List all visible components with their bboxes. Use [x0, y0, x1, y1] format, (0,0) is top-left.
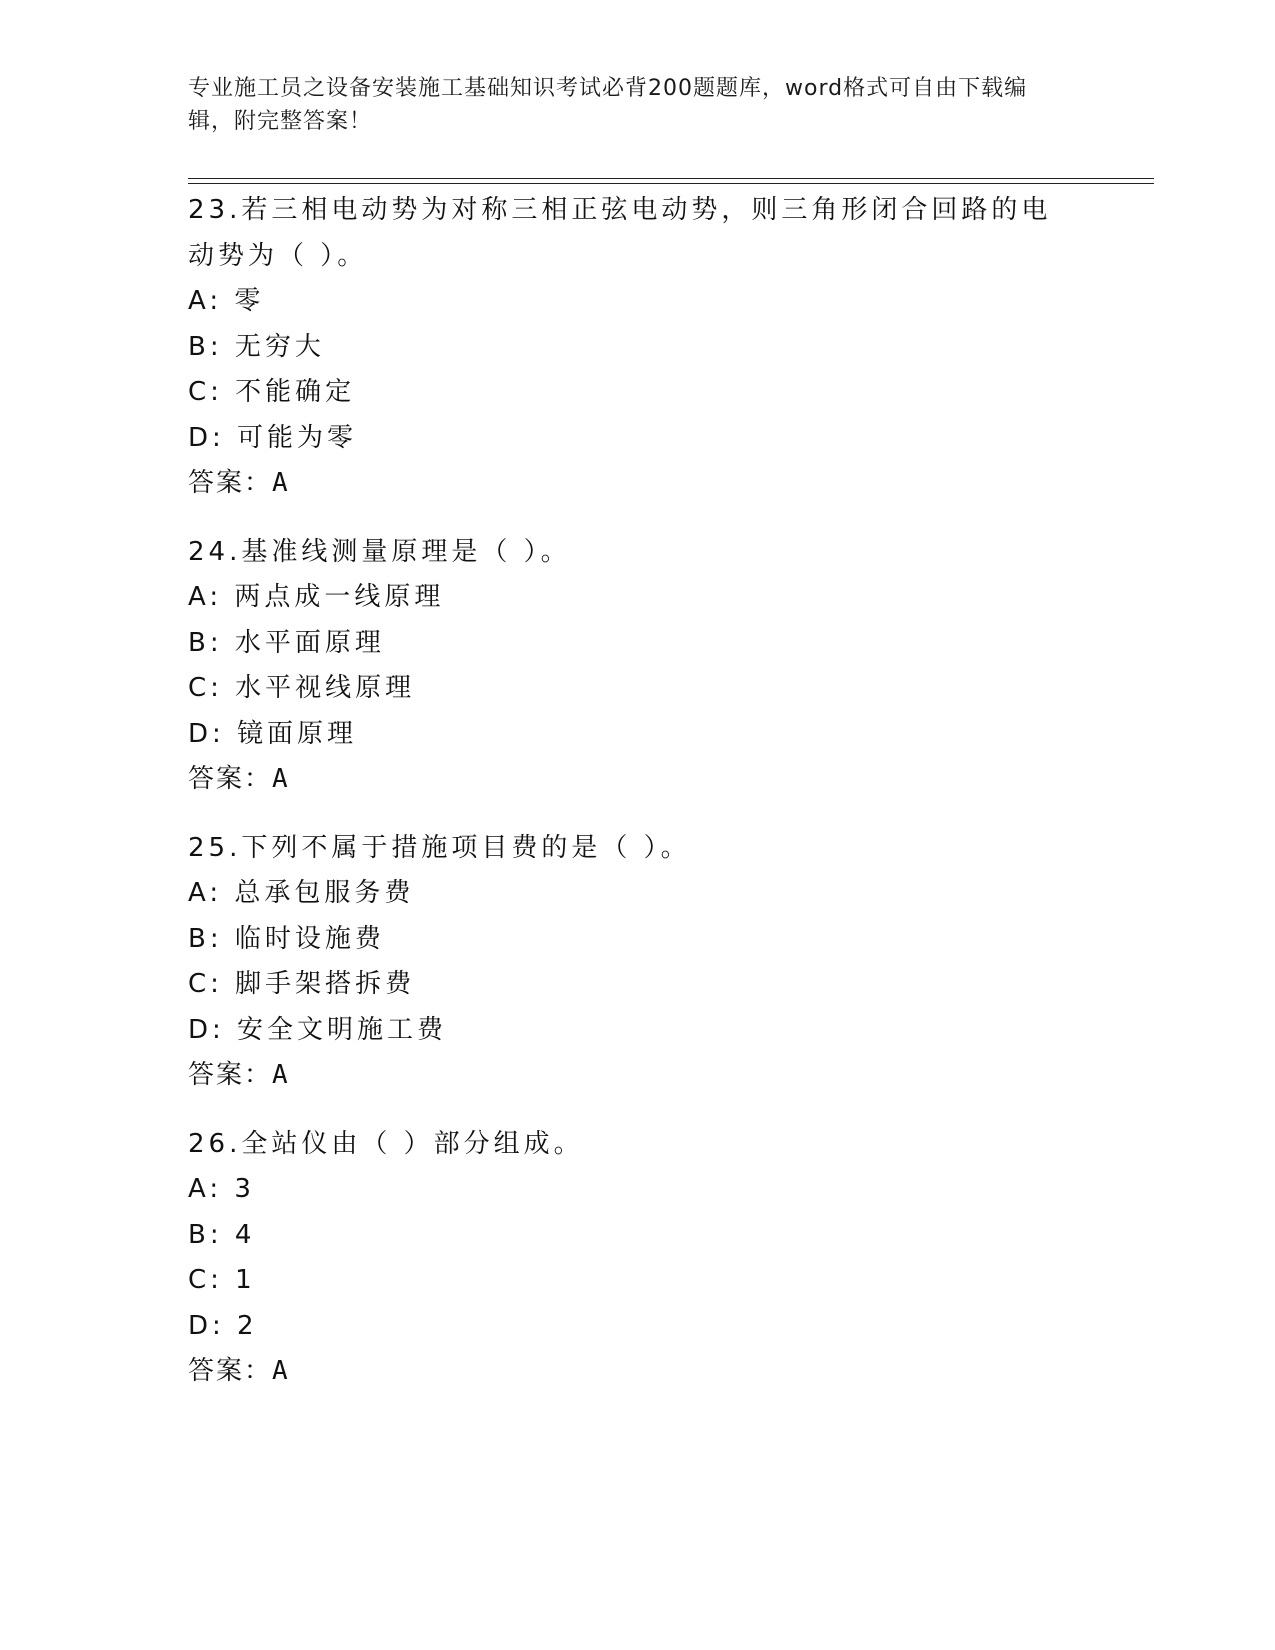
document-header: 专业施工员之设备安装施工基础知识考试必背200题题库，word格式可自由下载编辑，附完整答案！ [188, 76, 1028, 134]
option-c: C: 1 [188, 1265, 256, 1295]
question-23 [188, 188, 1088, 507]
option-d: D: 镜面原理 [188, 718, 358, 749]
option-a: A: 3 [188, 1174, 255, 1204]
answer-label: 答案： [188, 468, 273, 498]
option-b: B: 临时设施费 [188, 923, 385, 954]
answer-label: 答案： [188, 764, 273, 794]
answer-label: 答案： [188, 1356, 273, 1386]
header-divider-top [188, 178, 1154, 179]
option-d: D: 2 [188, 1310, 258, 1341]
question-stem: 24.基准线测量原理是（ ）。 [188, 536, 571, 567]
option-b: B: 4 [188, 1219, 256, 1250]
answer-line [188, 1053, 1088, 1099]
option-a: A: 两点成一线原理 [188, 582, 445, 612]
question-stem: 26.全站仪由（ ）部分组成。 [188, 1128, 584, 1159]
option-b: B: 水平面原理 [188, 627, 385, 658]
answer-line [188, 757, 1088, 803]
answer-value: A [272, 764, 290, 794]
option-a: A: 总承包服务费 [188, 878, 415, 908]
question-25 [188, 826, 1088, 1099]
option-c: C: 脚手架搭拆费 [188, 969, 416, 999]
question-stem: 25.下列不属于措施项目费的是（ ）。 [188, 832, 691, 863]
question-24 [188, 530, 1088, 803]
option-b: B: 无穷大 [188, 331, 325, 362]
option-c: C: 水平视线原理 [188, 673, 416, 703]
option-c: C: 不能确定 [188, 377, 356, 407]
answer-line [188, 1349, 1088, 1395]
option-a: A: 零 [188, 286, 265, 316]
option-d: D: 安全文明施工费 [188, 1014, 448, 1045]
answer-value: A [272, 468, 290, 498]
answer-line [188, 461, 1088, 507]
question-list [188, 188, 1088, 1418]
answer-value: A [272, 1356, 290, 1386]
answer-value: A [272, 1060, 290, 1090]
question-stem: 23.若三相电动势为对称三相正弦电动势，则三角形闭合回路的电动势为（ ）。 [188, 195, 1052, 271]
header-divider-bottom [188, 183, 1154, 184]
answer-label: 答案： [188, 1060, 273, 1090]
question-26 [188, 1122, 1088, 1395]
option-d: D: 可能为零 [188, 422, 358, 453]
